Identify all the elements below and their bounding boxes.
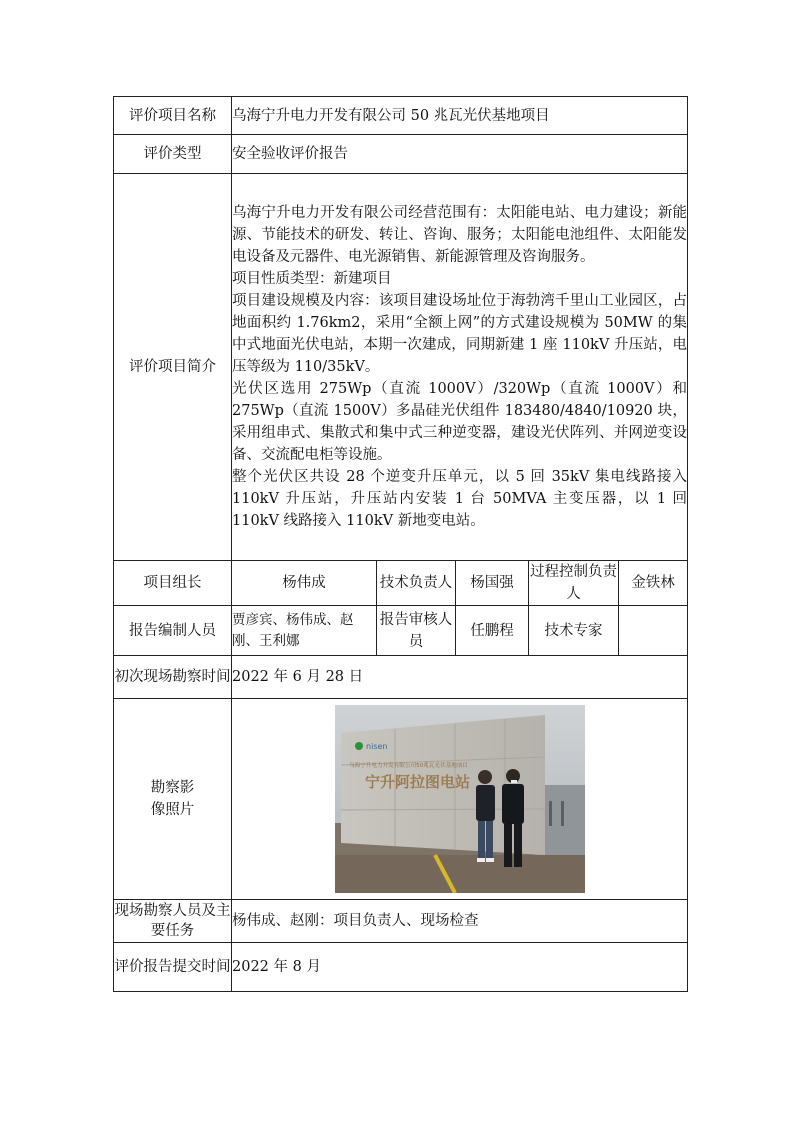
project-name-label: 评价项目名称 — [114, 97, 232, 135]
tech-expert-label: 技术专家 — [529, 606, 619, 656]
report-authors-label: 报告编制人员 — [114, 606, 232, 656]
project-name-value: 乌海宁升电力开发有限公司 50 兆瓦光伏基地项目 — [232, 97, 688, 135]
intro-paragraph: 项目建设规模及内容：该项目建设场址位于海勃湾千里山工业园区，占地面积约 1.76km2，采用“全额上网”的方式建设规模为 50MW 的集中式地面光伏电站，本期一次建成，同期新建 1 座 110kV 升压站，电压等级为 110/35kV。 — [232, 293, 687, 375]
sign-logo-text: nisen — [365, 742, 387, 751]
tech-lead-value: 杨国强 — [456, 561, 529, 606]
reviewer-label: 报告审核人员 — [377, 606, 456, 656]
report-authors-value: 贾彦宾、杨伟成、赵刚、王利娜 — [232, 606, 377, 656]
intro-paragraph: 整个光伏区共设 28 个逆变升压单元，以 5 回 35kV 集电线路接入 110kV 升压站，升压站内安装 1 台 50MVA 主变压器，以 1 回 110kV 线路接入 110kV 新地变电站。 — [232, 469, 687, 529]
process-control-value: 金铁林 — [619, 561, 688, 606]
project-intro-label: 评价项目简介 — [114, 174, 232, 561]
submit-time-value: 2022 年 8 月 — [232, 943, 688, 992]
sign-title-text: 宁升阿拉图电站 — [364, 773, 470, 791]
evaluation-type-value: 安全验收评价报告 — [232, 135, 688, 174]
sign-subtitle-text: 乌海宁升电力开发有限公司50兆瓦光伏基地项目 — [348, 763, 468, 769]
evaluation-type-label: 评价类型 — [114, 135, 232, 174]
survey-date-value: 2022 年 6 月 28 日 — [232, 656, 688, 699]
site-survey-photo — [335, 705, 585, 893]
site-photo-illustration — [335, 705, 585, 893]
evaluation-info-table — [113, 96, 688, 992]
survey-date-label: 初次现场勘察时间 — [114, 656, 232, 699]
intro-paragraph: 光伏区选用 275Wp（直流 1000V）/320Wp（直流 1000V）和 275Wp（直流 1500V）多晶硅光伏组件 183480/4840/10920 块，采用组串式、集散式和集中式三种逆变器，建设光伏阵列、并网逆变设备、交流配电柜等设施。 — [232, 381, 687, 463]
reviewer-value: 任鹏程 — [456, 606, 529, 656]
leader-value: 杨伟成 — [232, 561, 377, 606]
photo-label: 勘察影像照片 — [114, 699, 232, 900]
leader-label: 项目组长 — [114, 561, 232, 606]
tech-lead-label: 技术负责人 — [377, 561, 456, 606]
submit-time-label: 评价报告提交时间 — [114, 943, 232, 992]
photo-cell — [232, 699, 688, 900]
intro-paragraph: 乌海宁升电力开发有限公司经营范围有：太阳能电站、电力建设；新能源、节能技术的研发、转让、咨询、服务；太阳能电池组件、太阳能发电设备及元器件、电光源销售、新能源管理及咨询服务。 — [232, 205, 687, 265]
tech-expert-value — [619, 606, 688, 656]
survey-staff-label: 现场勘察人员及主要任务 — [114, 900, 232, 943]
project-intro-content — [232, 174, 688, 561]
process-control-label: 过程控制负责人 — [529, 561, 619, 606]
survey-staff-value: 杨伟成、赵刚：项目负责人、现场检查 — [232, 900, 688, 943]
intro-paragraph: 项目性质类型：新建项目 — [232, 271, 392, 287]
